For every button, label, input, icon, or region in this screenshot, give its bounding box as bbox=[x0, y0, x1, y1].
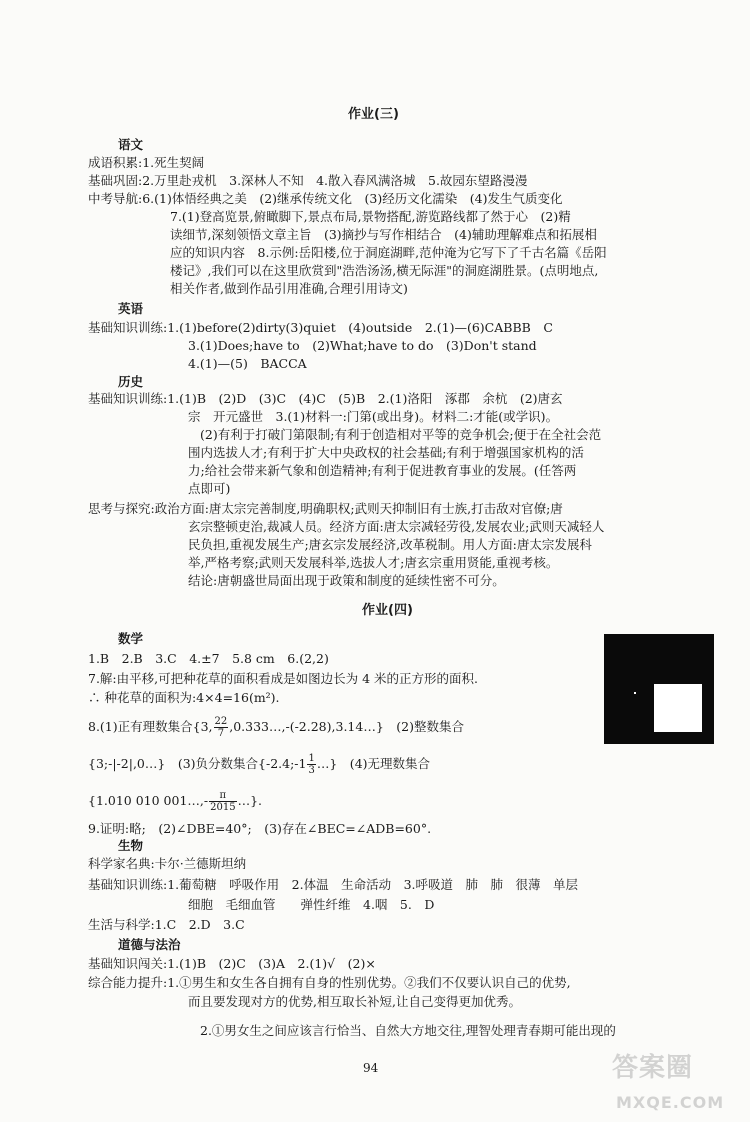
biology-line-4: 生活与科学:1.C 2.D 3.C bbox=[88, 917, 245, 932]
fraction-22-over-7 bbox=[214, 716, 229, 739]
math-line-5-b: …} (4)无理数集合 bbox=[316, 756, 431, 771]
history-line-3: (2)有利于打破门第限制;有利于创造相对平等的竞争机会;便于在全社会范 bbox=[200, 427, 602, 442]
history-line-7: 思考与探究:政治方面:唐太宗完善制度,明确职权;武则天抑制旧有士族,打击敌对官僚;唐 bbox=[88, 501, 563, 516]
watermark-bottom-text: MXQE.COM bbox=[616, 1093, 725, 1112]
math-line-7: 9.证明:略; (2)∠DBE=40°; (3)存在∠BEC=∠ADB=60°. bbox=[88, 821, 432, 836]
page-number: 94 bbox=[363, 1061, 379, 1075]
subject-title-biology: 生物 bbox=[118, 838, 144, 853]
math-line-6 bbox=[88, 790, 262, 813]
fraction-numerator: 1 bbox=[308, 753, 315, 764]
english-line-1: 基础知识训练:1.(1)before(2)dirty(3)quiet (4)outside 2.(1)—(6)CABBB C bbox=[88, 320, 553, 335]
english-line-3: 4.(1)—(5) BACCA bbox=[188, 356, 307, 371]
history-line-2: 宗 开元盛世 3.(1)材料一:门第(或出身)。材料二:才能(或学识)。 bbox=[188, 409, 559, 424]
subject-title-history: 历史 bbox=[118, 374, 144, 389]
section-heading-4: 作业(四) bbox=[362, 603, 413, 618]
ethics-line-3: 而且要发现对方的优势,相互取长补短,让自己变得更加优秀。 bbox=[188, 994, 521, 1009]
biology-line-2: 基础知识训练:1.葡萄糖 呼吸作用 2.体温 生命活动 3.呼吸道 肺 肺 很薄 单层 bbox=[88, 877, 578, 892]
chinese-line-7: 楼记》,我们可以在这里欣赏到"浩浩汤汤,横无际涯"的洞庭湖胜景。(点明地点, bbox=[170, 263, 599, 278]
ethics-line-2: 综合能力提升:1.①男生和女生各自拥有自身的性别优势。②我们不仅要认识自己的优势, bbox=[88, 975, 571, 990]
figure-white-square bbox=[654, 684, 702, 732]
chinese-line-8: 相关作者,做到作品引用准确,合理引用诗文) bbox=[170, 281, 408, 296]
chinese-line-6: 应的知识内容 8.示例:岳阳楼,位于洞庭湖畔,范仲淹为它写下了千古名篇《岳阳 bbox=[170, 245, 607, 260]
history-line-9: 民负担,重视发展生产;唐玄宗发展经济,改革税制。用人方面:唐太宗发展科 bbox=[188, 537, 592, 552]
fraction-pi-over-2015 bbox=[209, 790, 236, 813]
math-line-5 bbox=[88, 753, 430, 776]
watermark-top-text: 答案圈 bbox=[612, 1053, 694, 1083]
subject-title-english: 英语 bbox=[118, 301, 144, 316]
chinese-line-4: 7.(1)登高览景,俯瞰脚下,景点布局,景物搭配,游览路线都了然于心 (2)精 bbox=[170, 209, 571, 224]
math-line-1: 1.B 2.B 3.C 4.±7 5.8 cm 6.(2,2) bbox=[88, 651, 329, 666]
fraction-denominator: 2015 bbox=[210, 802, 236, 813]
section-heading-3: 作业(三) bbox=[348, 107, 399, 122]
english-line-2: 3.(1)Does;have to (2)What;have to do (3)Don't stand bbox=[188, 338, 537, 353]
history-line-6: 点即可) bbox=[188, 481, 231, 496]
biology-line-3: 细胞 毛细血管 弹性纤维 4.咽 5. D bbox=[188, 897, 435, 912]
history-line-11: 结论:唐朝盛世局面出现于政策和制度的延续性密不可分。 bbox=[188, 573, 505, 588]
chinese-line-2: 基础巩固:2.万里赴戎机 3.深林人不知 4.散入春风满洛城 5.故园东望路漫漫 bbox=[88, 173, 528, 188]
chinese-line-3: 中考导航:6.(1)体悟经典之美 (2)继承传统文化 (3)经历文化濡染 (4)发生气质变化 bbox=[88, 191, 563, 206]
fraction-1-over-3 bbox=[307, 753, 315, 776]
history-line-4: 围内选拔人才;有利于扩大中央政权的社会基础;有利于增强国家机构的活 bbox=[188, 445, 584, 460]
math-line-3: ∴ 种花草的面积为:4×4=16(m²). bbox=[88, 690, 280, 705]
chinese-line-5: 读细节,深刻领悟文章主旨 (3)摘抄与写作相结合 (4)辅助理解难点和拓展相 bbox=[170, 227, 597, 242]
history-line-10: 举,严格考察;武则天发展科举,选拔人才;唐玄宗重用贤能,重视考核。 bbox=[188, 555, 559, 570]
math-line-5-a: {3;-|-2|,0…} (3)负分数集合{-2.4;-1 bbox=[88, 756, 307, 771]
fraction-denominator: 7 bbox=[217, 728, 225, 739]
biology-line-1: 科学家名典:卡尔·兰德斯坦纳 bbox=[88, 856, 247, 871]
watermark-logo bbox=[612, 1053, 740, 1116]
math-line-6-a: {1.010 010 001…,- bbox=[88, 793, 209, 808]
history-line-1: 基础知识训练:1.(1)B (2)D (3)C (4)C (5)B 2.(1)洛阳 涿郡 余杭 (2)唐玄 bbox=[88, 391, 563, 406]
math-line-6-b: …}. bbox=[237, 793, 262, 808]
fraction-numerator: π bbox=[209, 790, 236, 802]
history-line-8: 玄宗整顿吏治,裁减人员。经济方面:唐太宗减轻劳役,发展农业;武则天减轻人 bbox=[188, 519, 605, 534]
subject-title-math: 数学 bbox=[118, 631, 144, 646]
ethics-line-1: 基础知识闯关:1.(1)B (2)C (3)A 2.(1)√ (2)× bbox=[88, 956, 376, 971]
chinese-line-1: 成语积累:1.死生契阔 bbox=[88, 155, 205, 170]
history-line-5: 力;给社会带来新气象和创造精神;有利于促进教育事业的发展。(任答两 bbox=[188, 463, 577, 478]
subject-title-ethics: 道德与法治 bbox=[118, 937, 181, 952]
math-square-figure bbox=[604, 634, 714, 744]
math-line-4-b: ,0.333…,-(-2.28),3.14…} (2)整数集合 bbox=[229, 719, 464, 734]
fraction-numerator: 22 bbox=[214, 716, 228, 727]
figure-dot bbox=[634, 692, 636, 694]
math-line-4 bbox=[88, 716, 464, 739]
subject-title-chinese: 语文 bbox=[118, 137, 144, 152]
ethics-line-4: 2.①男女生之间应该言行恰当、自然大方地交往,理智处理青春期可能出现的 bbox=[200, 1023, 616, 1038]
math-line-4-a: 8.(1)正有理数集合{3, bbox=[88, 719, 213, 734]
fraction-denominator: 3 bbox=[308, 765, 315, 776]
math-line-2: 7.解:由平移,可把种花草的面积看成是如图边长为 4 米的正方形的面积. bbox=[88, 671, 478, 686]
